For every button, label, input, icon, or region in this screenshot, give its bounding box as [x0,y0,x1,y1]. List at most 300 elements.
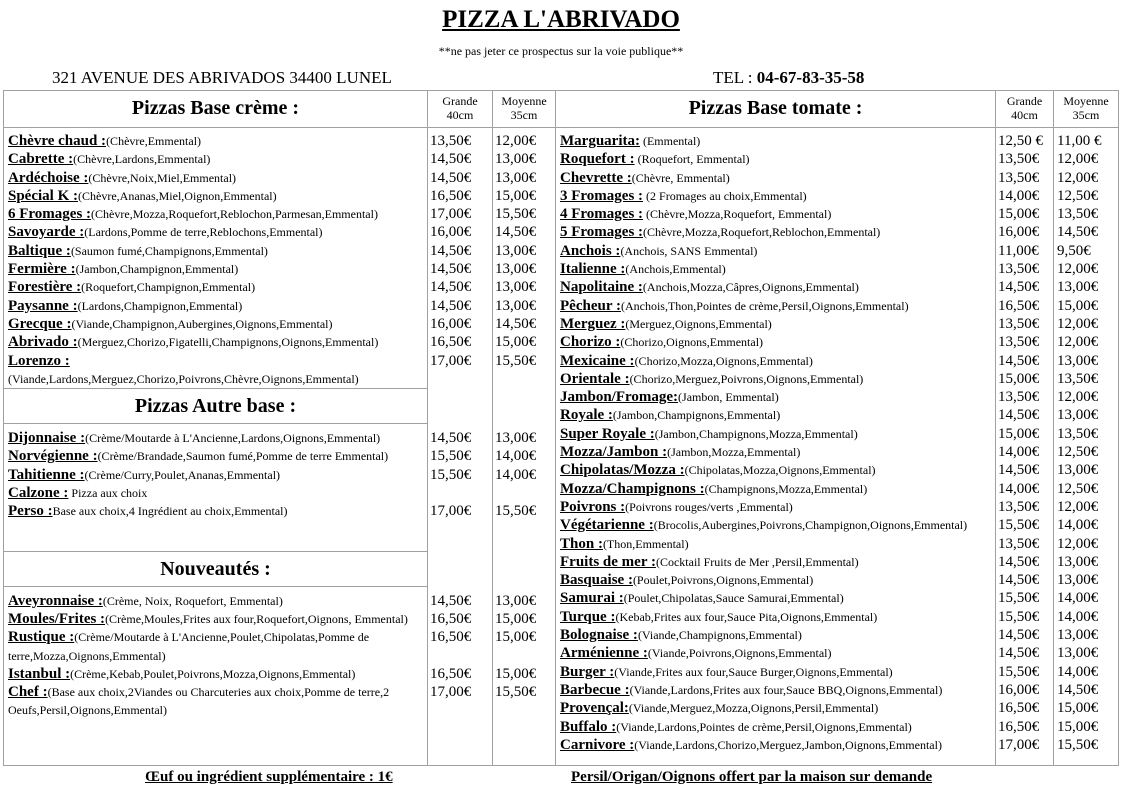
footer-free-herbs: Persil/Origan/Oignons offert par la maison sur demande [571,769,933,785]
price-grande: 17,00€ [430,684,472,701]
menu-item-name: Pêcheur : [560,297,621,314]
menu-item-ingredients: (Poulet,Chipolatas,Sauce Samurai,Emmental) [623,591,844,606]
section-header-tomate [556,91,995,127]
menu-item-text [556,571,994,589]
menu-item [556,718,1118,736]
telephone [713,68,864,88]
menu-item [4,205,555,223]
menu-item-ingredients: Base aux choix,4 Ingrédient au choix,Emmental) [52,504,288,519]
price-grande: 11,00€ [998,242,1039,259]
menu-item-name: Chipolatas/Mozza : [560,462,685,479]
price-grande: 14,50€ [998,352,1040,369]
menu-item-text [4,352,425,389]
price-moyenne: 13,00€ [1057,462,1099,479]
menu-item-text [4,223,425,241]
price-grande: 12,50 € [998,133,1043,149]
menu-item-ingredients: (Jambon,Champignon,Emmental) [75,262,239,277]
price-moyenne: 15,00€ [495,610,537,627]
price-moyenne: 12,00€ [1057,498,1099,515]
price-grande: 15,00€ [998,425,1040,442]
menu-item-name: Forestière : [8,279,82,296]
menu-item-ingredients: (Jambon, Emmental) [678,390,779,405]
price-grande: 16,00€ [430,315,472,332]
price-grande: 14,50€ [998,279,1040,296]
menu-item [556,608,1118,626]
price-grande: 13,50€ [998,535,1040,552]
section-title-autre: Pizzas Autre base : [134,395,297,418]
price-moyenne: 13,00€ [495,592,537,609]
price-grande: 15,50€ [998,663,1040,680]
price-grande: 14,50€ [998,645,1040,662]
price-grande: 14,00€ [998,444,1040,461]
price-grande: 14,00€ [998,480,1040,497]
price-moyenne: 14,50€ [1057,224,1099,241]
menu-item-ingredients: (Chèvre,Noix,Miel,Emmental) [88,170,237,185]
menu-item-name: Chorizo : [560,334,621,351]
creme-list [4,127,555,388]
price-grande: 14,50€ [430,279,472,296]
menu-item-name: Burger : [560,663,615,680]
menu-item-text [556,425,994,443]
menu-item-ingredients: (Merguez,Chorizo,Figatelli,Champignons,Oignons,Emmental) [77,335,379,350]
price-moyenne: 9,50€ [1057,242,1091,259]
menu-item-name: 4 Fromages : [560,206,644,223]
column-header-moyenne-size: 35cm [1072,108,1100,122]
menu-item-text [556,205,994,223]
menu-item-ingredients: (Poulet,Poivrons,Oignons,Emmental) [632,573,814,588]
price-grande: 17,00€ [430,503,472,520]
menu-item-ingredients: (Viande,Lardons,Pointes de crème,Persil,Oignons,Emmental) [616,719,912,734]
menu-item-name: Super Royale : [560,425,655,442]
price-moyenne: 13,00€ [1057,352,1099,369]
menu-item-text [4,169,425,187]
price-grande: 15,00€ [998,370,1040,387]
menu-item [4,150,555,168]
column-header-grande-size: 40cm [1011,108,1038,122]
menu-item-text [556,718,994,736]
menu-item-name: 5 Fromages : [560,224,644,241]
menu-item-ingredients: (Lardons,Pomme de terre,Reblochons,Emmental) [84,225,323,240]
price-moyenne: 14,50€ [495,315,537,332]
menu-item-name: Thon : [560,535,603,552]
menu-item [4,278,555,296]
menu-item-ingredients: (Crème/Brandade,Saumon fumé,Pomme de terre Emmental) [97,449,389,464]
menu-item-name: Royale : [560,407,613,424]
menu-item [556,626,1118,644]
price-moyenne: 14,50€ [495,224,537,241]
column-header-grande-label: Grande [442,94,478,108]
price-moyenne: 15,50€ [495,684,537,701]
menu-item-ingredients: (Viande,Lardons,Merguez,Chorizo,Poivrons,Chèvre,Oignons,Emmental) [8,371,359,386]
menu-item [556,205,1118,223]
menu-item-name: Mozza/Champignons : [560,480,705,497]
price-moyenne: 12,50€ [1057,187,1099,204]
menu-item-ingredients: (Chorizo,Oignons,Emmental) [620,335,764,350]
menu-item-text [4,628,425,665]
menu-item-name: Rustique : [8,629,75,646]
menu-item-ingredients: (Viande,Merguez,Mozza,Oignons,Persil,Emmental) [628,701,879,716]
menu-item-text [556,132,994,150]
price-moyenne: 13,00€ [1057,645,1099,662]
menu-item [4,132,555,150]
menu-item-text [556,187,994,205]
price-grande: 14,50€ [998,462,1040,479]
menu-item-ingredients: (Jambon,Mozza,Emmental) [667,445,801,460]
menu-item-name: Poivrons : [560,498,626,515]
price-moyenne: 14,00€ [495,448,537,465]
menu-item-text [4,132,425,150]
menu-item [556,187,1118,205]
menu-item-ingredients: (Viande,Frites aux four,Sauce Burger,Oignons,Emmental) [614,664,893,679]
nouveautes-list [4,587,555,720]
price-moyenne: 13,00€ [495,261,537,278]
menu-item-text [4,278,425,296]
price-moyenne: 13,00€ [1057,572,1099,589]
price-moyenne: 12,00€ [1057,334,1099,351]
menu-item-text [556,315,994,333]
autre-list [4,424,555,520]
menu-item-ingredients: Pizza aux choix [68,486,148,501]
price-moyenne: 13,00€ [495,430,537,447]
price-moyenne: 12,00€ [1057,261,1099,278]
menu-item [556,242,1118,260]
price-moyenne: 13,00€ [1057,627,1099,644]
price-grande: 17,00€ [430,206,472,223]
menu-item-ingredients: (Lardons,Champignon,Emmental) [77,298,243,313]
price-grande: 16,50€ [430,187,472,204]
menu-item-text [556,535,994,553]
menu-item-text [4,297,425,315]
menu-item-ingredients: (Chorizo,Mozza,Oignons,Emmental) [634,353,813,368]
menu-item-ingredients: (Crème,Moules,Frites aux four,Roquefort,Oignons, Emmental) [105,611,408,626]
price-moyenne: 14,00€ [495,466,537,483]
menu-item-text [556,352,994,370]
left-menu-panel [3,90,556,766]
right-flow [556,91,1118,754]
menu-item-name: Paysanne : [8,297,78,314]
price-moyenne: 13,00€ [495,151,537,168]
menu-item-text [4,683,425,720]
menu-item-text [4,187,425,205]
price-grande: 16,00€ [998,681,1040,698]
price-moyenne: 12,00€ [1057,151,1099,168]
menu-item-name: Fruits de mer : [560,553,656,570]
menu-item [4,297,555,315]
price-grande: 14,50€ [430,297,472,314]
menu-item [4,242,555,260]
price-moyenne: 15,00€ [495,187,537,204]
notice-text: **ne pas jeter ce prospectus sur la voie publique** [438,44,684,58]
menu-item [556,132,1118,150]
menu-item-name: Norvégienne : [8,448,98,465]
menu-item [556,571,1118,589]
menu-item [4,315,555,333]
menu-item-ingredients: (Base aux choix,2Viandes ou Charcuteries aux choix,Pomme de terre,2 Oeufs,Persil,Oignons,Emmental) [8,685,390,718]
menu-item-ingredients: (Viande,Poivrons,Oignons,Emmental) [647,646,832,661]
price-grande: 15,50€ [430,466,472,483]
menu-item-text [556,169,994,187]
menu-item-ingredients: (Crème/Curry,Poulet,Ananas,Emmental) [84,467,281,482]
price-moyenne: 15,00€ [1057,297,1099,314]
menu-item-text [556,681,994,699]
menu-item [556,297,1118,315]
menu-item [4,683,555,720]
price-grande: 14,50€ [998,572,1040,589]
column-header-moyenne-label: Moyenne [1063,94,1109,108]
menu-item-text [4,610,425,628]
menu-item-text [556,370,994,388]
price-moyenne: 13,00€ [1057,553,1099,570]
price-moyenne: 15,50€ [495,206,537,223]
menu-item-text [4,484,425,502]
menu-item-ingredients: (Kebab,Frites aux four,Sauce Pita,Oignons,Emmental) [615,609,878,624]
price-grande: 14,50€ [998,407,1040,424]
price-moyenne: 11,00 € [1057,133,1102,149]
menu-item-name: Carnivore : [560,736,635,753]
price-grande: 16,50€ [998,297,1040,314]
menu-item-name: Barbecue : [560,681,630,698]
price-grande: 16,00€ [430,224,472,241]
price-moyenne: 12,00€ [1057,169,1099,186]
price-moyenne: 15,00€ [495,629,537,646]
price-grande: 13,50€ [998,334,1040,351]
price-grande: 15,50€ [998,517,1040,534]
section-title-creme: Pizzas Base crème : [131,97,300,119]
menu-item-ingredients: (Anchois, SANS Emmental) [620,243,758,258]
menu-item [4,187,555,205]
menu-item [4,466,555,484]
menu-item-ingredients: (Chèvre,Mozza,Roquefort, Emmental) [643,207,832,222]
menu-item-name: Perso : [8,503,53,520]
menu-item-ingredients: (Brocolis,Aubergines,Poivrons,Champignon,Oignons,Emmental) [653,518,968,533]
menu-item-text [556,736,994,754]
price-grande: 14,50€ [430,592,472,609]
menu-item-ingredients: (Merguez,Oignons,Emmental) [625,316,772,331]
menu-item-text [4,429,425,447]
price-grande: 13,50€ [998,151,1040,168]
menu-item-ingredients: (Crème, Noix, Roquefort, Emmental) [102,593,283,608]
menu-item-text [4,447,425,465]
menu-item [556,736,1118,754]
menu-item [556,370,1118,388]
price-moyenne: 15,00€ [1057,700,1099,717]
price-moyenne: 12,00€ [1057,389,1099,406]
menu-item-text [4,665,425,683]
menu-item-name: Chef : [8,684,48,701]
price-grande: 16,00€ [998,224,1040,241]
price-grande: 14,50€ [430,242,472,259]
price-moyenne: 13,50€ [1057,206,1099,223]
menu-item-name: Merguez : [560,315,626,332]
menu-item-ingredients: (Chèvre, Emmental) [631,170,730,185]
section-title-nouveautes: Nouveautés : [160,557,271,580]
menu-item-text [556,278,994,296]
price-grande: 14,50€ [430,151,472,168]
menu-item-name: Roquefort : [560,151,635,168]
menu-item [556,352,1118,370]
menu-item [556,535,1118,553]
menu-item-name: Mozza/Jambon : [560,444,668,461]
price-grande: 13,50€ [430,133,472,149]
menu-item-text [556,388,994,406]
menu-item-name: Bolognaise : [560,627,638,644]
menu-item [556,553,1118,571]
menu-item-name: Samurai : [560,590,624,607]
menu-item-name: Grecque : [8,315,72,332]
price-grande: 14,50€ [998,553,1040,570]
menu-item-text [556,516,994,534]
menu-item-text [556,443,994,461]
column-header-grande-size: 40cm [446,108,474,122]
menu-item-name: Calzone : [8,485,69,502]
menu-item-ingredients: (Emmental) [639,134,701,148]
price-grande: 17,00€ [430,352,472,369]
price-grande: 13,50€ [998,498,1040,515]
price-grande: 14,50€ [430,430,472,447]
menu-item-name: Jambon/Fromage: [560,389,679,406]
price-moyenne: 14,50€ [1057,681,1099,698]
menu-item-ingredients: (Chèvre,Lardons,Emmental) [73,152,211,167]
menu-item-text [556,223,994,241]
price-grande: 16,50€ [430,610,472,627]
price-grande: 16,50€ [430,665,472,682]
menu-item-name: 6 Fromages : [8,206,92,223]
menu-item-ingredients: (Viande,Lardons,Chorizo,Merguez,Jambon,Oignons,Emmental) [634,737,942,752]
section-spacer [4,521,555,551]
price-moyenne: 14,00€ [1057,517,1099,534]
price-moyenne: 15,50€ [495,352,537,369]
menu-item-text [4,502,425,520]
menu-item-ingredients: (Champignons,Mozza,Emmental) [704,481,868,496]
address: 321 AVENUE DES ABRIVADOS 34400 LUNEL [52,68,392,87]
price-grande: 14,50€ [430,169,472,186]
restaurant-title: PIZZA L'ABRIVADO [442,6,680,33]
menu-item [556,443,1118,461]
price-grande: 15,50€ [998,590,1040,607]
menu-item-ingredients: (Chèvre,Mozza,Roquefort,Reblochon,Emmental) [643,225,881,240]
menu-item [4,333,555,351]
menu-item-name: Orientale : [560,370,630,387]
column-header-moyenne-size: 35cm [510,108,538,122]
left-flow [4,91,555,720]
price-grande: 13,50€ [998,169,1040,186]
price-grande: 16,50€ [998,718,1040,735]
menu-item [556,498,1118,516]
menu-item-name: Buffalo : [560,718,617,735]
menu-item-text [556,333,994,351]
menu-item [556,169,1118,187]
menu-item-name: Végétarienne : [560,517,654,534]
menu-item-ingredients: (Chipolatas,Mozza,Oignons,Emmental) [684,463,876,478]
menu-item [4,447,555,465]
menu-item-text [556,260,994,278]
menu-item [4,260,555,278]
tel-label: TEL : [713,68,757,87]
price-grande: 14,50€ [430,261,472,278]
price-grande: 16,50€ [430,334,472,351]
menu-item-text [4,242,425,260]
menu-item-name: Italienne : [560,261,626,278]
menu-item-text [556,406,994,424]
menu-item-ingredients: (Anchois,Mozza,Câpres,Oignons,Emmental) [642,280,859,295]
section-header-autre [4,388,427,424]
menu-item-ingredients: (Poivrons rouges/verts ,Emmental) [625,499,793,514]
price-moyenne: 13,00€ [495,169,537,186]
menu-item-text [4,466,425,484]
menu-item-text [556,644,994,662]
price-grande: 15,50€ [430,448,472,465]
menu-item-ingredients: (Chèvre,Mozza,Roquefort,Reblochon,Parmesan,Emmental) [91,207,378,222]
menu-item-text [556,480,994,498]
menu-item [556,699,1118,717]
menu-item-name: Arménienne : [560,645,648,662]
menu-item-name: 3 Fromages : [560,187,644,204]
menu-item-text [556,461,994,479]
menu-item-ingredients: (Viande,Champignon,Aubergines,Oignons,Emmental) [71,316,333,331]
price-moyenne: 14,00€ [1057,590,1099,607]
menu-item [4,592,555,610]
menu-item-text [556,589,994,607]
menu-item [556,260,1118,278]
menu-item-ingredients: (Roquefort, Emmental) [634,152,750,167]
menu-item [556,681,1118,699]
price-grande: 14,00€ [998,187,1040,204]
menu-item-ingredients: (Saumon fumé,Champignons,Emmental) [70,243,268,258]
section-title-tomate: Pizzas Base tomate : [688,97,863,119]
price-moyenne: 15,00€ [495,334,537,351]
menu-item-name: Chèvre chaud : [8,133,107,149]
menu-item-name: Napolitaine : [560,279,643,296]
menu-item-text [4,315,425,333]
price-moyenne: 14,00€ [1057,608,1099,625]
menu-item [556,150,1118,168]
menu-item-ingredients: (Crème/Moutarde à L'Ancienne,Lardons,Oignons,Emmental) [85,431,381,446]
menu-item-text [556,626,994,644]
menu-item-name: Cabrette : [8,151,74,168]
price-grande: 16,50€ [998,700,1040,717]
menu-item [556,406,1118,424]
menu-item-name: Baltique : [8,242,71,259]
price-grande: 13,50€ [998,261,1040,278]
price-moyenne: 13,50€ [1057,425,1099,442]
price-grande: 13,50€ [998,315,1040,332]
menu-item-text [4,333,425,351]
right-menu-panel [556,90,1119,766]
price-moyenne: 12,50€ [1057,480,1099,497]
menu-item-text [556,699,994,717]
menu-item-ingredients: (Anchois,Thon,Pointes de crème,Persil,Oignons,Emmental) [620,298,909,313]
menu-item [4,502,555,520]
menu-item-ingredients: (Viande,Lardons,Frites aux four,Sauce BBQ,Oignons,Emmental) [629,682,943,697]
menu-item-text [4,592,425,610]
price-grande: 14,50€ [998,627,1040,644]
footer-extra-ingredient: Œuf ou ingrédient supplémentaire : 1€ [145,769,393,785]
price-moyenne: 15,00€ [495,665,537,682]
menu-item-ingredients: (Cocktail Fruits de Mer ,Persil,Emmental) [655,554,859,569]
price-moyenne: 13,00€ [495,297,537,314]
price-moyenne: 12,00€ [1057,535,1099,552]
menu-item [4,665,555,683]
price-moyenne: 12,00€ [495,133,537,149]
menu-item-text [4,150,425,168]
menu-item-name: Dijonnaise : [8,430,86,447]
menu-item-name: Spécial K : [8,187,78,204]
section-header-creme [4,91,427,127]
menu-item [556,480,1118,498]
menu-item [556,425,1118,443]
menu-item [556,333,1118,351]
menu-item [556,589,1118,607]
